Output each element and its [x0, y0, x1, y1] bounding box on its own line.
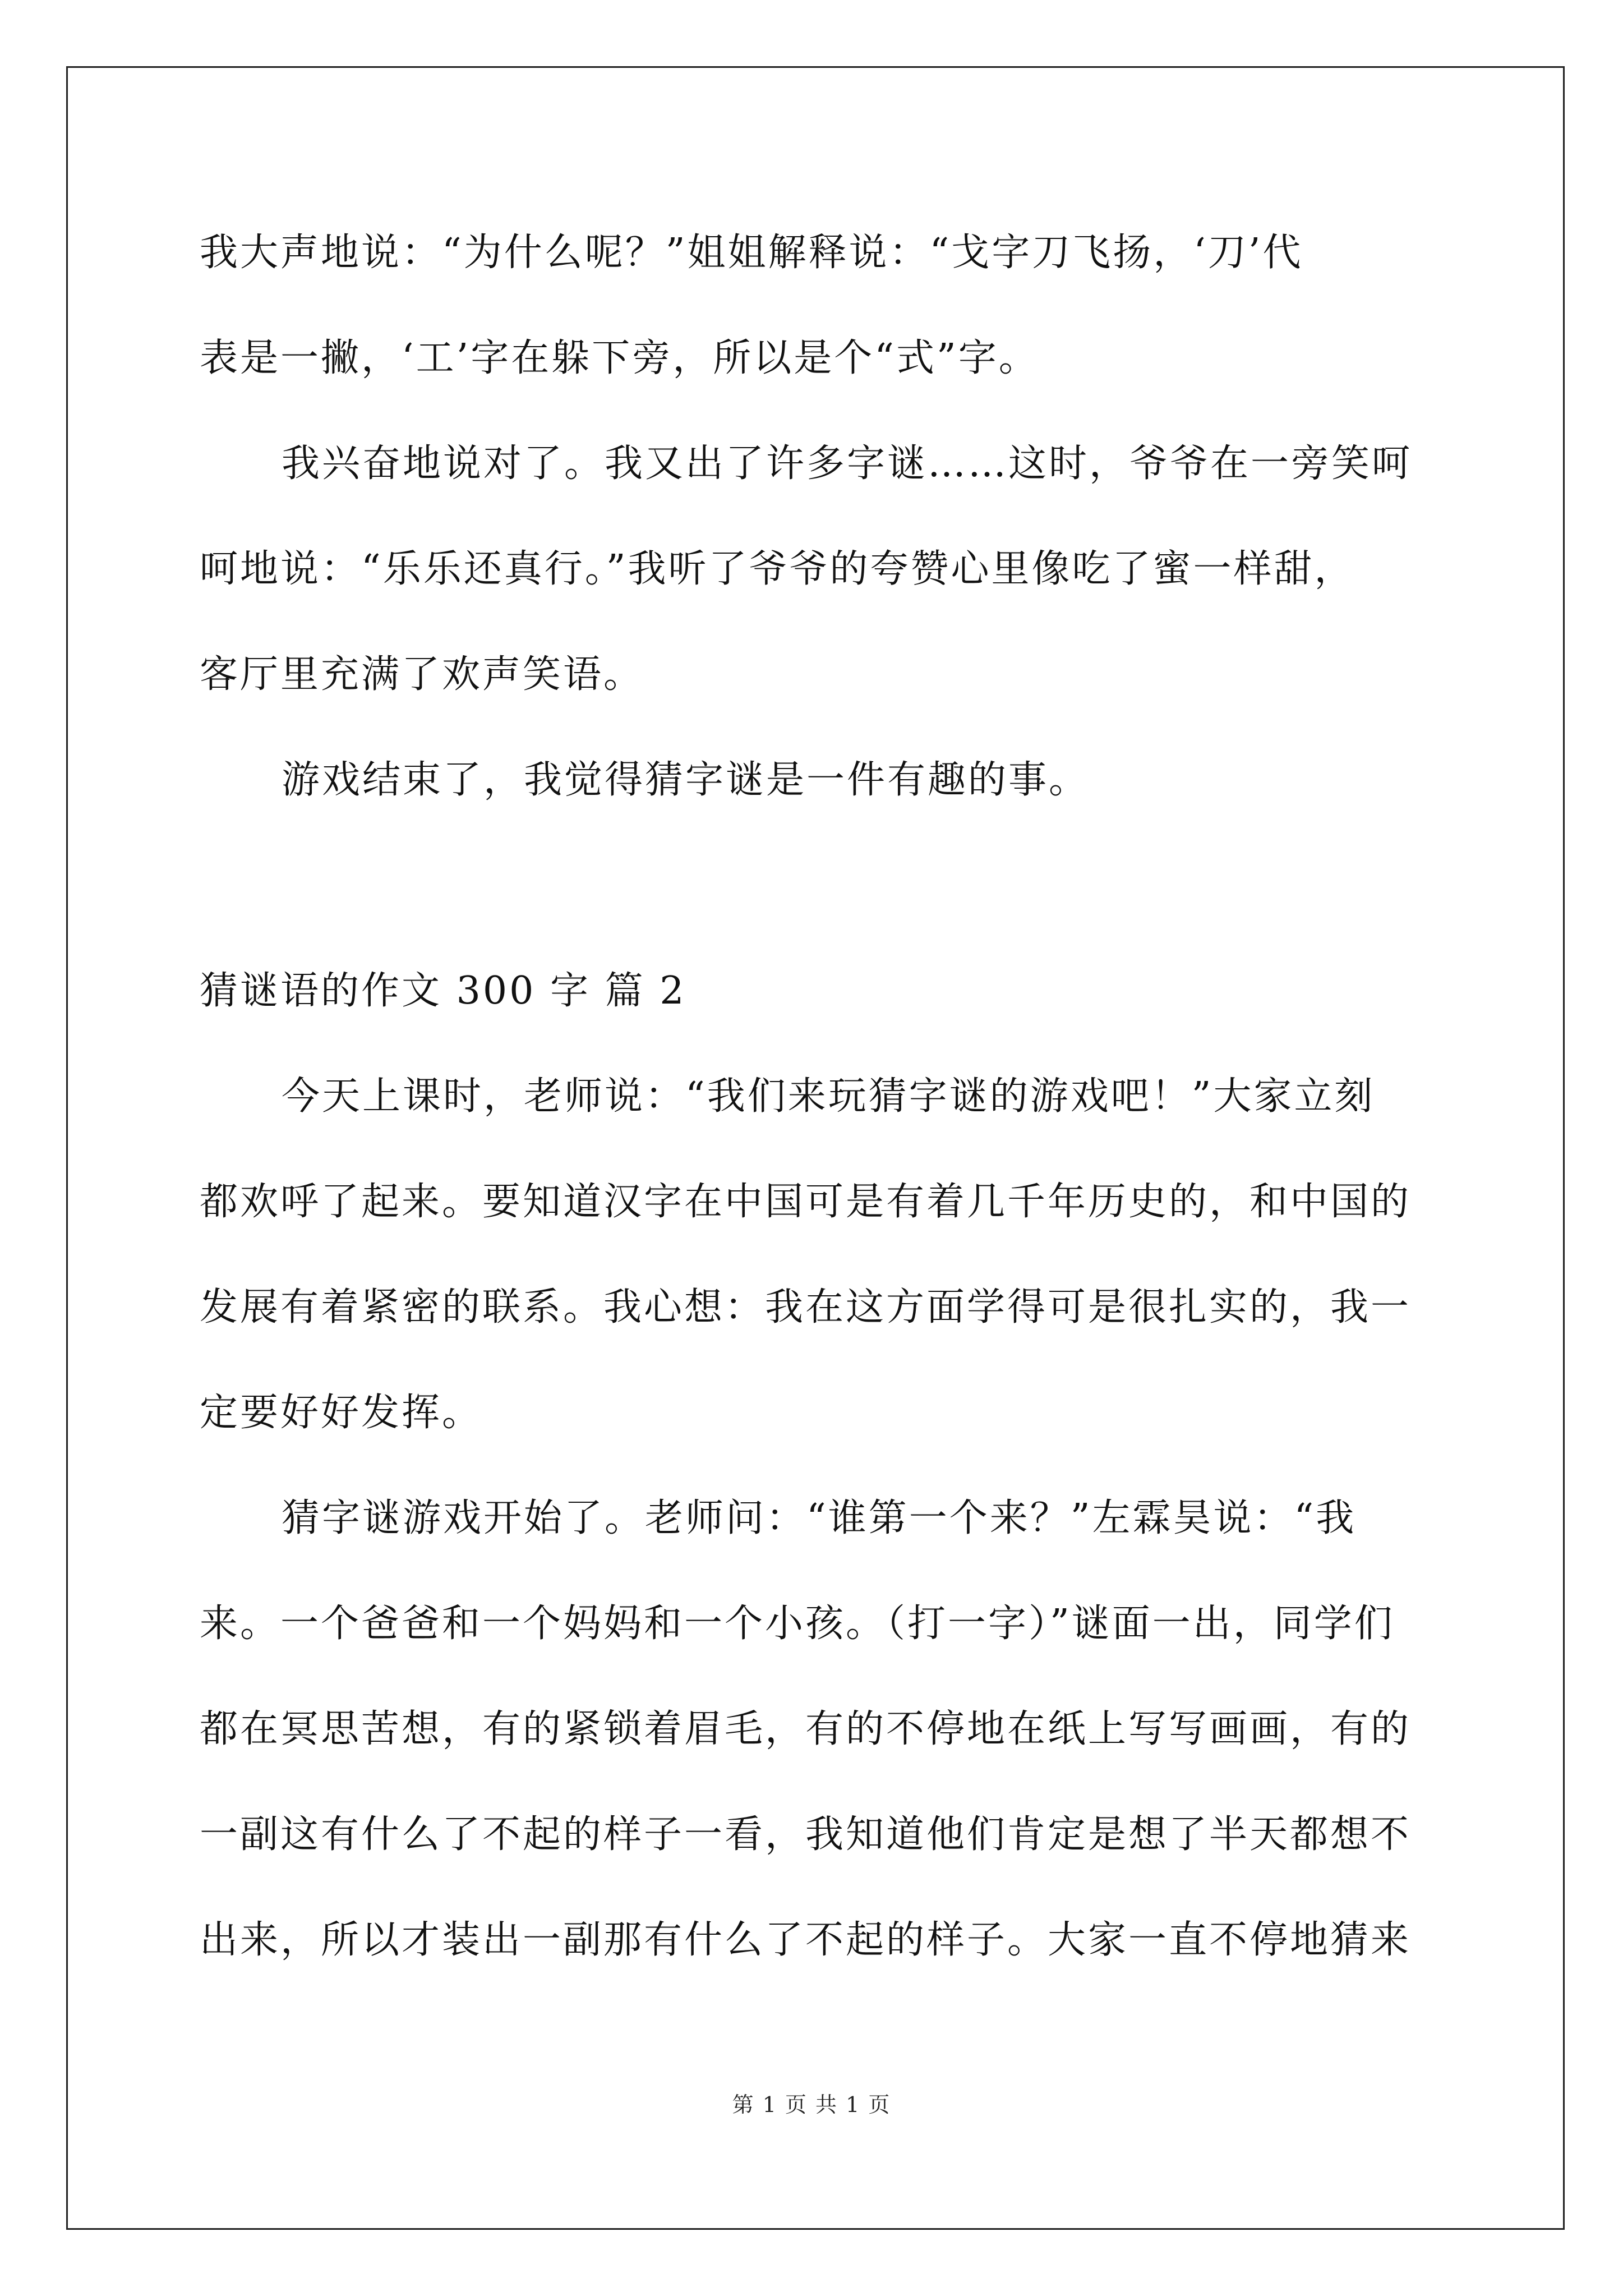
text-line: 一副这有什么了不起的样子一看，我知道他们肯定是想了半天都想不 — [200, 1812, 1412, 1857]
text-line: 今天上课时，老师说：“我们来玩猜字谜的游戏吧！”大家立刻 — [282, 1074, 1375, 1119]
text-line: 猜字谜游戏开始了。老师问：“谁第一个来？”左霖昊说：“我 — [282, 1496, 1357, 1540]
text-line: 都欢呼了起来。要知道汉字在中国可是有着几千年历史的，和中国的 — [200, 1180, 1412, 1224]
text-line: 表是一撇，‘工’字在躲下旁，所以是个“式”字。 — [200, 336, 1039, 380]
text-line: 都在冥思苦想，有的紧锁着眉毛，有的不停地在纸上写写画画，有的 — [200, 1707, 1412, 1751]
text-line: 我大声地说：“为什么呢？”姐姐解释说：“戈字刀飞扬，‘刀’代 — [200, 231, 1303, 275]
text-line: 客厅里充满了欢声笑语。 — [200, 652, 644, 697]
text-line: 呵地说：“乐乐还真行。”我听了爷爷的夸赞心里像吃了蜜一样甜， — [200, 547, 1355, 591]
page-border — [66, 66, 1565, 2230]
text-line: 发展有着紧密的联系。我心想：我在这方面学得可是很扎实的，我一 — [200, 1285, 1412, 1329]
text-line: 来。一个爸爸和一个妈妈和一个小孩。（打一字）”谜面一出，同学们 — [200, 1602, 1395, 1646]
text-line: 游戏结束了，我觉得猜字谜是一件有趣的事。 — [282, 758, 1090, 802]
text-line: 定要好好发挥。 — [200, 1391, 483, 1435]
text-line: 我兴奋地说对了。我又出了许多字谜……这时，爷爷在一旁笑呵 — [282, 441, 1413, 486]
text-line: 出来，所以才装出一副那有什么了不起的样子。大家一直不停地猜来 — [200, 1918, 1412, 1962]
page-number: 第 1 页 共 1 页 — [732, 2092, 891, 2117]
section-heading: 猜谜语的作文 300 字 篇 2 — [200, 969, 686, 1013]
